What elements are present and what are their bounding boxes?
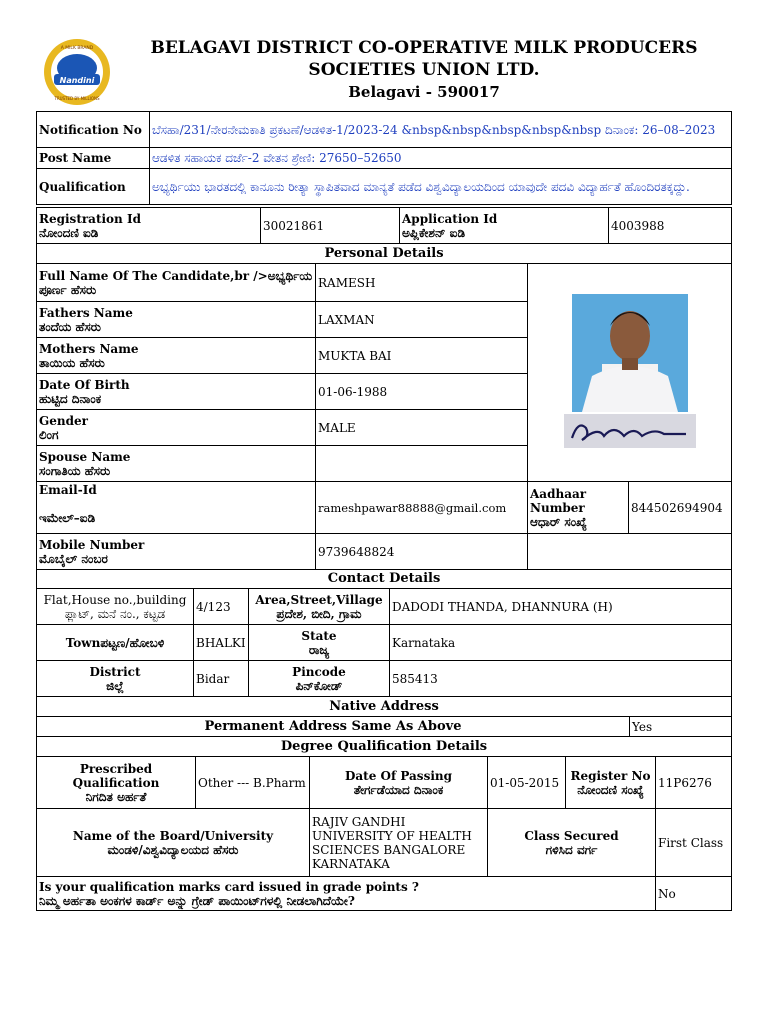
degree-heading: Degree Qualification Details [37,737,732,757]
grade-value: No [656,877,732,911]
mobile-value: 9739648824 [316,534,528,570]
org-title-line1: BELAGAVI DISTRICT CO-OPERATIVE MILK PRODUCERS [150,38,698,58]
application-value: 4003988 [609,208,732,244]
logo-arc-top: A MILK BRAND [60,46,94,51]
logo-brand-text: Nandini [59,76,95,85]
qualification-label: Qualification [37,169,150,205]
nandini-logo-icon [38,38,116,106]
permanent-address-value: Yes [630,717,732,737]
area-label: Area,Street,Village ಪ್ರದೇಶ, ಬೀದಿ, ಗ್ರಾಮ [249,589,390,625]
degree-details-table [36,756,732,911]
flat-value: 4/123 [194,589,249,625]
org-address: Belagavi - 590017 [348,83,500,101]
application-label: Application Id ಅಪ್ಲಿಕೇಶನ್ ಐಡಿ [400,208,609,244]
town-value: BHALKI [194,625,249,661]
header [0,0,768,110]
pincode-value: 585413 [390,661,732,697]
register-value: 11P6276 [656,757,732,809]
district-value: Bidar [194,661,249,697]
email-value: rameshpawar88888@gmail.com [316,482,528,534]
logo-arc-bottom: TRUSTED BY MILLIONS [54,96,100,101]
spouse-value [316,446,528,482]
flat-label: Flat,House no.,building ಫ್ಲಾಟ್, ಮನೆ ನಂ., ಕಟ್ಟಡ [37,589,194,625]
signature-image [564,414,696,448]
passing-value: 01-05-2015 [488,757,566,809]
post-label: Post Name [37,148,150,169]
contact-details-table [36,569,732,697]
gender-value: MALE [316,410,528,446]
aadhaar-label: Aadhaar Number ಆಧಾರ್ ಸಂಖ್ಯೆ [528,482,629,534]
notification-table [36,111,732,205]
aadhaar-value: 844502694904 [629,482,732,534]
spouse-label: Spouse Name ಸಂಗಾತಿಯ ಹೆಸರು [37,446,316,482]
area-value: DADODI THANDA, DHANNURA (H) [390,589,732,625]
mobile-label: Mobile Number ಮೊಬೈಲ್ ನಂಬರ [37,534,316,570]
pincode-label: Pincode ಪಿನ್‌ಕೋಡ್ [249,661,390,697]
mother-value: MUKTA BAI [316,338,528,374]
prescribed-label: Prescribed Qualification ನಿಗದಿತ ಅರ್ಹತೆ [37,757,196,809]
permanent-address-label: Permanent Address Same As Above [37,717,630,737]
registration-label: Registration Id ನೋಂದಣಿ ಐಡಿ [37,208,261,244]
mother-label: Mothers Name ತಾಯಿಯ ಹೆಸರು [37,338,316,374]
prescribed-value: Other --- B.Pharm [196,757,310,809]
grade-label: Is your qualification marks card issued in grade points ? ನಿಮ್ಮ ಅರ್ಹತಾ ಅಂಕಗಳ ಕಾರ್ಡ್ ಅನ್ನು ಗ್ರೇಡ್ ಪಾಯಿಂಟ್‌ಗಳಲ್ಲಿ ನೀಡಲಾಗಿದೆಯೇ? [37,877,656,911]
id-table [36,207,732,244]
board-value: RAJIV GANDHI UNIVERSITY OF HEALTH SCIENCES BANGALORE KARNATAKA [310,809,488,877]
full-name-value: RAMESH [316,264,528,302]
gender-label: Gender ಲಿಂಗ [37,410,316,446]
native-address-heading: Native Address [37,697,732,717]
father-label: Fathers Name ತಂದೆಯ ಹೆಸರು [37,302,316,338]
qualification-value: ಅಭ್ಯರ್ಥಿಯು ಭಾರತದಲ್ಲಿ ಕಾನೂನು ರೀತ್ಯಾ ಸ್ಥಾಪಿತವಾದ ಮಾನ್ಯತೆ ಪಡೆದ ವಿಶ್ವವಿದ್ಯಾಲಯದಿಂದ ಯಾವುದೇ ಪದವಿ ವಿದ್ಯಾರ್ಹತೆ ಹೊಂದಿರತಕ್ಕದ್ದು. [150,169,732,205]
town-label: Townಪಟ್ಟಣ/ಹೋಬಳಿ [37,625,194,661]
state-value: Karnataka [390,625,732,661]
class-label: Class Secured ಗಳಿಸಿದ ವರ್ಗ [488,809,656,877]
father-value: LAXMAN [316,302,528,338]
dob-label: Date Of Birth ಹುಟ್ಟಿದ ದಿನಾಂಕ [37,374,316,410]
contact-details-heading: Contact Details [37,570,732,589]
email-label: Email-Id ಇಮೇಲ್–ಐಡಿ [37,482,316,534]
dob-value: 01-06-1988 [316,374,528,410]
candidate-photo [572,294,688,412]
photo-cell [528,264,732,482]
state-label: State ರಾಜ್ಯ [249,625,390,661]
org-title-line2: SOCIETIES UNION LTD. [308,60,540,80]
registration-value: 30021861 [261,208,400,244]
post-value: ಆಡಳಿತ ಸಹಾಯಕ ದರ್ಜೆ-2 ವೇತನ ಶ್ರೇಣಿ: 27650–52650 [150,148,732,169]
full-name-label: Full Name Of The Candidate,br />ಅಭ್ಯರ್ಥಿಯ ಪೂರ್ಣ ಹೆಸರು [37,264,316,302]
notification-value: ಬೆಸಹಾ/231/ನೇರನೇಮಕಾತಿ ಪ್ರಕಟಣೆ/ಆಡಳಿತ-1/2023-24 &nbsp&nbsp&nbsp&nbsp&nbsp ದಿನಾಂಕ: 26–08–2023 [150,112,732,148]
passing-label: Date Of Passing ತೇರ್ಗಡೆಯಾದ ದಿನಾಂಕ [310,757,488,809]
personal-details-table [36,243,732,570]
personal-details-heading: Personal Details [37,244,732,264]
register-label: Register No ನೋಂದಣಿ ಸಂಖ್ಯೆ [566,757,656,809]
class-value: First Class [656,809,732,877]
board-label: Name of the Board/University ಮಂಡಳಿ/ವಿಶ್ವವಿದ್ಯಾಲಯದ ಹೆಸರು [37,809,310,877]
district-label: District ಜಿಲ್ಲೆ [37,661,194,697]
native-address-table [36,696,732,757]
notification-label: Notification No [37,112,150,148]
